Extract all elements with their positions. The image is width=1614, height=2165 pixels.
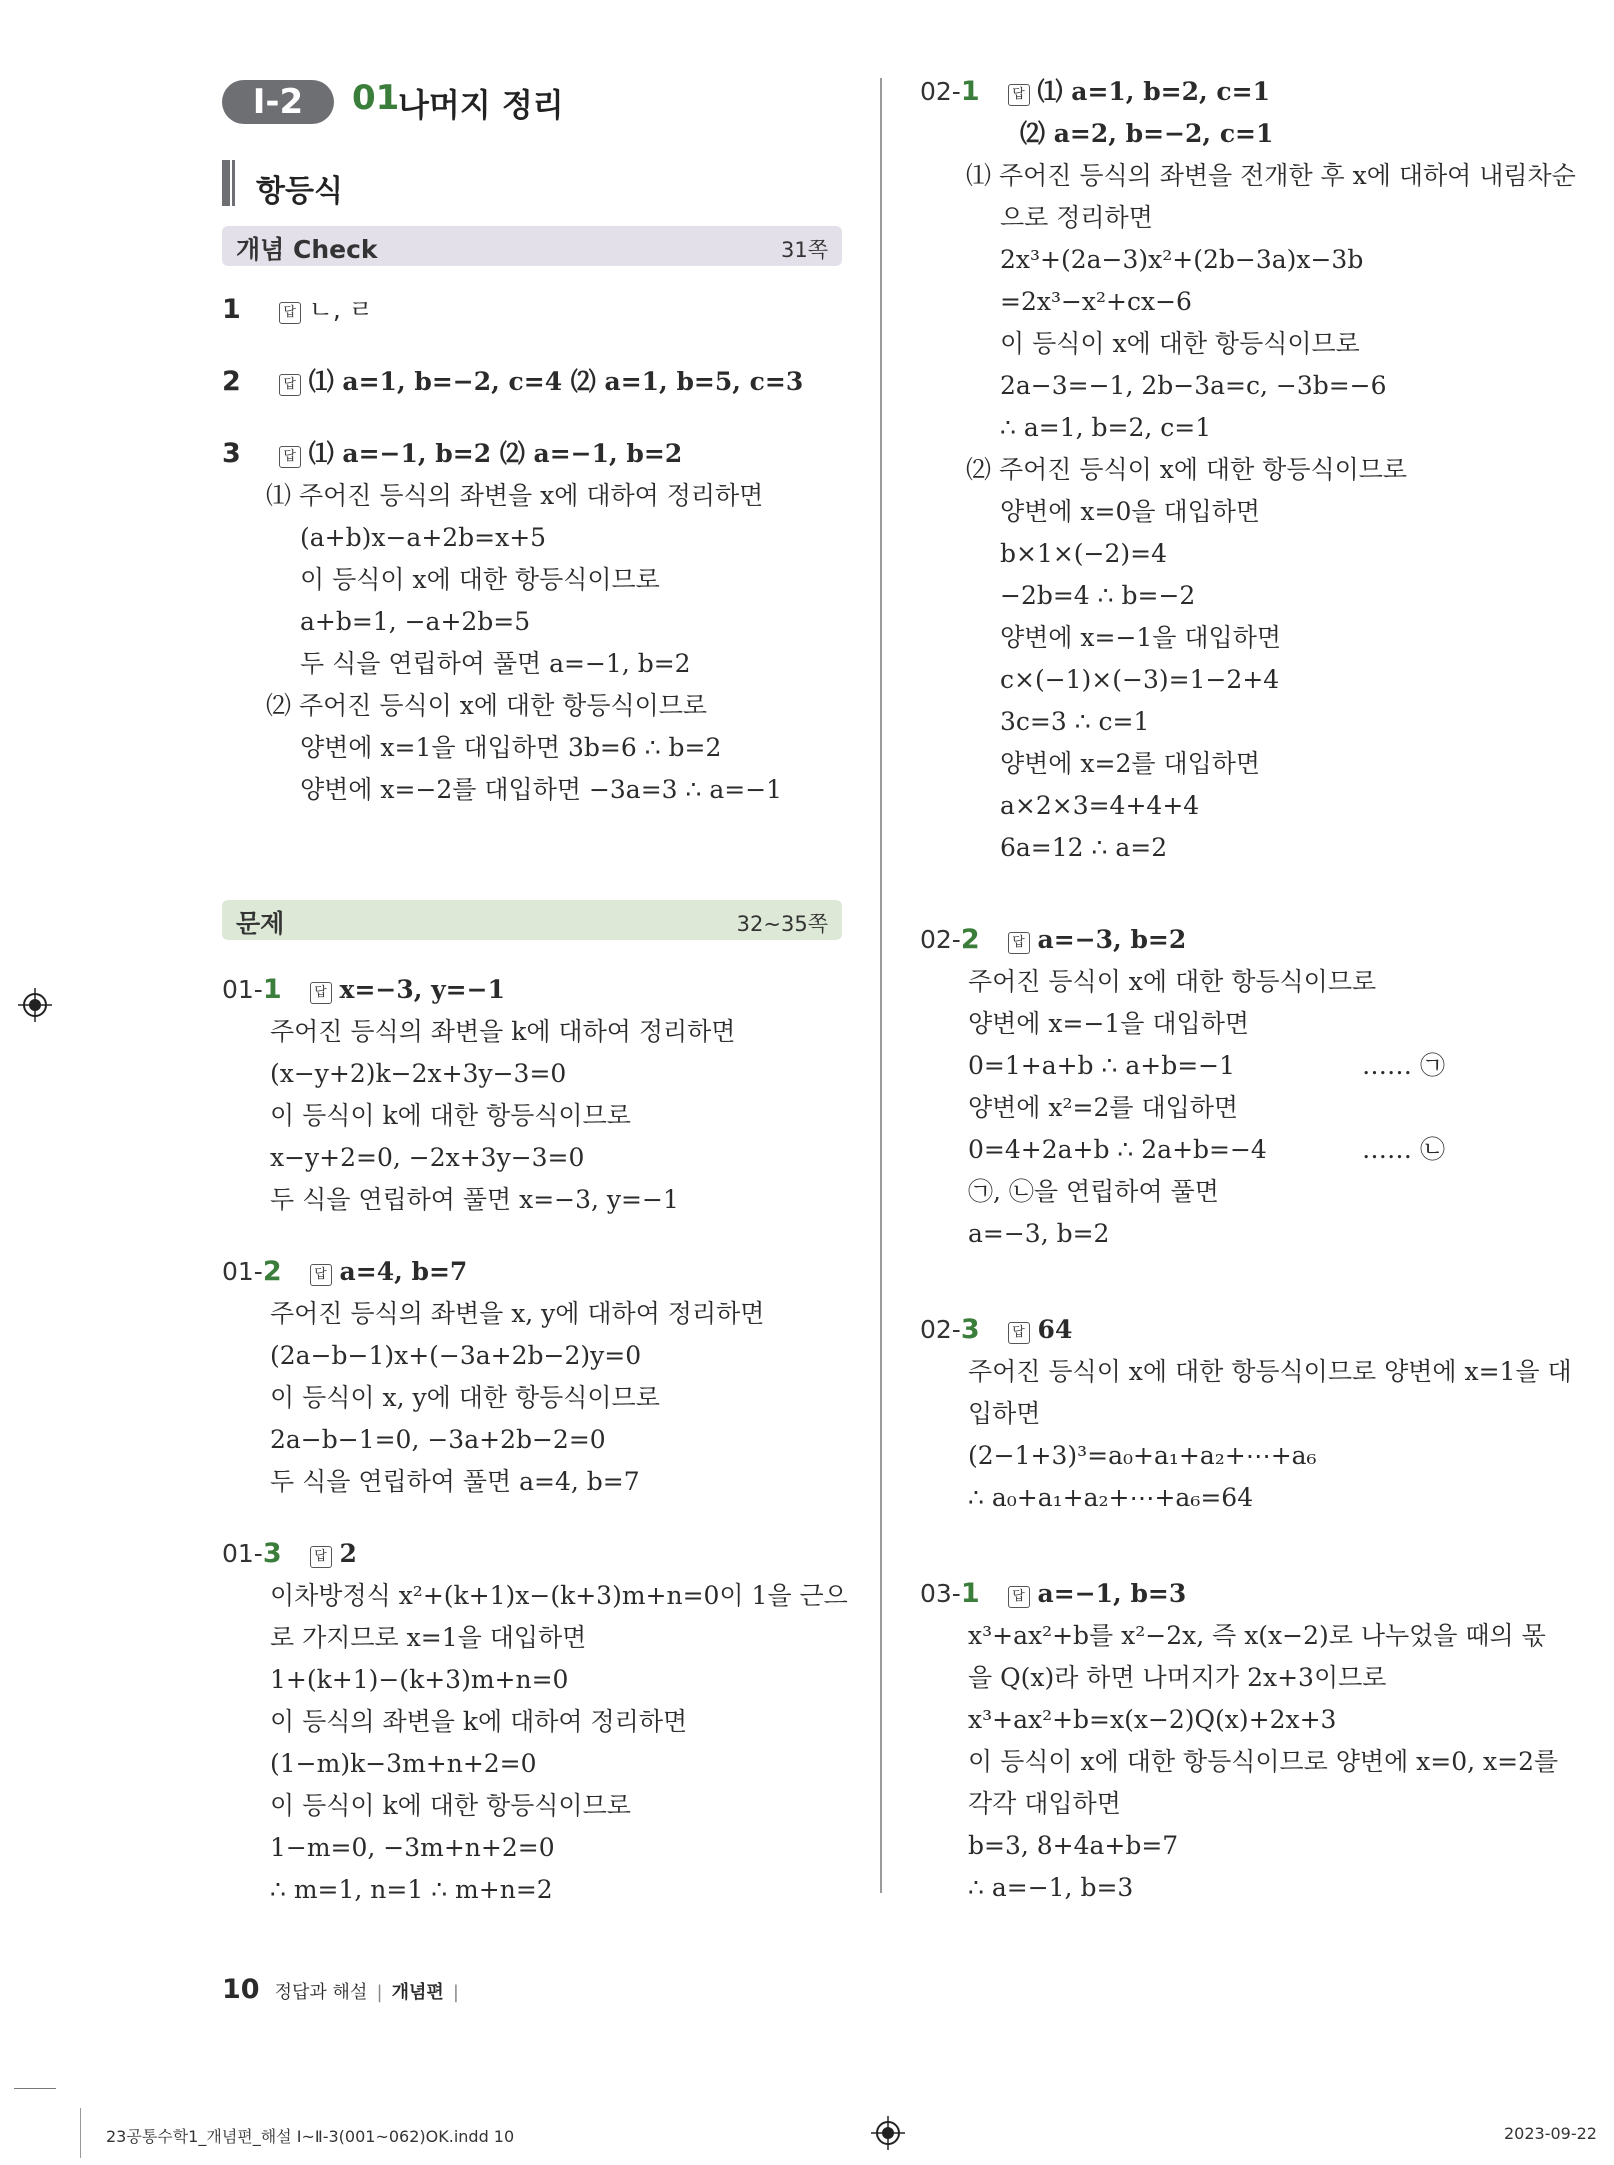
p02-3-head: 02-3 답 64 xyxy=(920,1314,1073,1345)
p02-1-line: ∴ a=1, b=2, c=1 xyxy=(1000,413,1212,442)
crop-mark xyxy=(80,2108,81,2158)
p02-1-line: =2x³−x²+cx−6 xyxy=(1000,287,1192,316)
p02-1-line: 양변에 x=2를 대입하면 xyxy=(1000,749,1261,778)
page-footer: 10 정답과 해설 | 개념편 | xyxy=(222,1974,459,2005)
chapter-number: 01 xyxy=(352,78,400,118)
p02-1-line: 6a=12 ∴ a=2 xyxy=(1000,833,1168,862)
p03-1-line: 을 Q(x)라 하면 나머지가 2x+3이므로 xyxy=(968,1663,1387,1692)
concept-check-label: 개념 Check xyxy=(236,235,378,264)
registration-mark-icon xyxy=(18,988,52,1022)
p02-2-mark1: …… ㉠ xyxy=(1362,1051,1445,1080)
section-bar-icon xyxy=(222,160,230,206)
q3-line: 두 식을 연립하여 풀면 a=−1, b=2 xyxy=(300,649,691,678)
p01-2-answer: a=4, b=7 xyxy=(339,1257,468,1286)
concept-check-page: 31쪽 xyxy=(780,238,828,262)
p02-3-line: 주어진 등식이 x에 대한 항등식이므로 양변에 x=1을 대 xyxy=(968,1357,1572,1386)
p01-3-line: 이 등식이 k에 대한 항등식이므로 xyxy=(270,1791,631,1820)
q3-number: 3 xyxy=(222,438,241,469)
p03-1-line: x³+ax²+b=x(x−2)Q(x)+2x+3 xyxy=(968,1705,1337,1734)
p02-1-line: ⑴ 주어진 등식의 좌변을 전개한 후 x에 대하여 내림차순 xyxy=(966,161,1576,190)
p03-1-line: b=3, 8+4a+b=7 xyxy=(968,1831,1179,1860)
q2-answer: ⑴ a=1, b=−2, c=4 ⑵ a=1, b=5, c=3 xyxy=(308,367,804,396)
p02-1-head: 02-1 답 ⑴ a=1, b=2, c=1 xyxy=(920,76,1270,107)
problem-page: 32∼35쪽 xyxy=(736,912,828,936)
p02-1-line: a×2×3=4+4+4 xyxy=(1000,791,1200,820)
chapter-title: 나머지 정리 xyxy=(398,86,564,124)
p01-1-line: 두 식을 연립하여 풀면 x=−3, y=−1 xyxy=(270,1185,679,1214)
answer-mark-icon: 답 xyxy=(1008,932,1030,954)
q3-line: ⑵ 주어진 등식이 x에 대한 항등식이므로 xyxy=(266,691,708,720)
q1-row xyxy=(222,294,373,326)
p01-1-head: 01-1 답 x=−3, y=−1 xyxy=(222,974,505,1005)
p01-3-line: 1−m=0, −3m+n+2=0 xyxy=(270,1833,555,1862)
q3-line: a+b=1, −a+2b=5 xyxy=(300,607,531,636)
p02-2-answer: a=−3, b=2 xyxy=(1037,925,1187,954)
p02-1-line: 으로 정리하면 xyxy=(1000,203,1153,232)
column-divider xyxy=(880,78,882,1893)
q3-line: 양변에 x=−2를 대입하면 −3a=3 ∴ a=−1 xyxy=(300,775,783,804)
q1-answer: ㄴ, ㄹ xyxy=(308,295,373,324)
p01-3-answer: 2 xyxy=(339,1539,357,1568)
q3-line: 이 등식이 x에 대한 항등식이므로 xyxy=(300,565,660,594)
p02-2-line: 양변에 x²=2를 대입하면 xyxy=(968,1093,1239,1122)
answer-mark-icon: 답 xyxy=(1008,1322,1030,1344)
p01-2-line: 2a−b−1=0, −3a+2b−2=0 xyxy=(270,1425,606,1454)
p01-2-line: (2a−b−1)x+(−3a+2b−2)y=0 xyxy=(270,1341,642,1370)
page-number: 10 xyxy=(222,1974,260,2005)
answer-mark-icon: 답 xyxy=(279,302,301,324)
p01-1-line: 주어진 등식의 좌변을 k에 대하여 정리하면 xyxy=(270,1017,736,1046)
p02-2-line: 주어진 등식이 x에 대한 항등식이므로 xyxy=(968,967,1377,996)
q2-number: 2 xyxy=(222,366,241,397)
p01-2-line: 두 식을 연립하여 풀면 a=4, b=7 xyxy=(270,1467,640,1496)
p02-3-line: 입하면 xyxy=(968,1399,1041,1428)
q3-line: ⑴ 주어진 등식의 좌변을 x에 대하여 정리하면 xyxy=(266,481,764,510)
p01-2-head: 01-2 답 a=4, b=7 xyxy=(222,1256,468,1287)
p02-1-answer: ⑴ a=1, b=2, c=1 xyxy=(1037,77,1270,106)
p02-1-line: c×(−1)×(−3)=1−2+4 xyxy=(1000,665,1280,694)
p01-1-line: 이 등식이 k에 대한 항등식이므로 xyxy=(270,1101,631,1130)
footer-bold: 개념편 xyxy=(391,1982,444,2003)
p01-2-line: 이 등식이 x, y에 대한 항등식이므로 xyxy=(270,1383,660,1412)
q1-number: 1 xyxy=(222,294,241,325)
p02-1-line: 이 등식이 x에 대한 항등식이므로 xyxy=(1000,329,1360,358)
q3-line: 양변에 x=1을 대입하면 3b=6 ∴ b=2 xyxy=(300,733,722,762)
p01-3-line: 1+(k+1)−(k+3)m+n=0 xyxy=(270,1665,569,1694)
p01-2-line: 주어진 등식의 좌변을 x, y에 대하여 정리하면 xyxy=(270,1299,765,1328)
chapter-badge: Ⅰ-2 xyxy=(222,80,334,124)
q2-row xyxy=(222,366,803,398)
p01-3-line: ∴ m=1, n=1 ∴ m+n=2 xyxy=(270,1875,553,1904)
p01-3-line: 이차방정식 x²+(k+1)x−(k+3)m+n=0이 1을 근으 xyxy=(270,1581,848,1610)
answer-mark-icon: 답 xyxy=(1008,1586,1030,1608)
p03-1-line: x³+ax²+b를 x²−2x, 즉 x(x−2)로 나누었을 때의 몫 xyxy=(968,1621,1546,1650)
q3-answer: ⑴ a=−1, b=2 ⑵ a=−1, b=2 xyxy=(308,439,683,468)
p02-2-line: 0=1+a+b ∴ a+b=−1 xyxy=(968,1051,1236,1080)
answer-mark-icon: 답 xyxy=(279,446,301,468)
p02-2-mark2: …… ㉡ xyxy=(1362,1135,1445,1164)
p02-3-line: ∴ a₀+a₁+a₂+⋯+a₆=64 xyxy=(968,1483,1254,1512)
p02-3-answer: 64 xyxy=(1037,1315,1073,1344)
p03-1-line: ∴ a=−1, b=3 xyxy=(968,1873,1134,1902)
p01-3-line: (1−m)k−3m+n+2=0 xyxy=(270,1749,537,1778)
p03-1-answer: a=−1, b=3 xyxy=(1037,1579,1187,1608)
p02-1-line: 양변에 x=0을 대입하면 xyxy=(1000,497,1261,526)
p01-1-line: x−y+2=0, −2x+3y−3=0 xyxy=(270,1143,585,1172)
answer-mark-icon: 답 xyxy=(279,374,301,396)
answer-mark-icon: 답 xyxy=(310,982,332,1004)
p02-1-line: 3c=3 ∴ c=1 xyxy=(1000,707,1150,736)
concept-check-band xyxy=(222,226,842,266)
p02-2-head: 02-2 답 a=−3, b=2 xyxy=(920,924,1187,955)
section-title: 항등식 xyxy=(256,174,343,209)
p01-3-head: 01-3 답 2 xyxy=(222,1538,357,1569)
p02-2-line: 0=4+2a+b ∴ 2a+b=−4 xyxy=(968,1135,1267,1164)
answer-mark-icon: 답 xyxy=(310,1264,332,1286)
registration-mark-icon xyxy=(871,2116,905,2150)
p02-2-line: a=−3, b=2 xyxy=(968,1219,1110,1248)
p02-1-answer2: ⑵ a=2, b=−2, c=1 xyxy=(1020,119,1274,148)
p02-1-line: b×1×(−2)=4 xyxy=(1000,539,1168,568)
p02-2-line: ㉠, ㉡을 연립하여 풀면 xyxy=(968,1177,1219,1206)
q3-line: (a+b)x−a+2b=x+5 xyxy=(300,523,547,552)
crop-mark xyxy=(14,2088,56,2089)
p03-1-head: 03-1 답 a=−1, b=3 xyxy=(920,1578,1187,1609)
slug-date: 2023-09-22 xyxy=(1504,2124,1597,2143)
p03-1-line: 각각 대입하면 xyxy=(968,1789,1121,1818)
p02-1-line: ⑵ 주어진 등식이 x에 대한 항등식이므로 xyxy=(966,455,1408,484)
p01-1-line: (x−y+2)k−2x+3y−3=0 xyxy=(270,1059,567,1088)
p02-1-line: 양변에 x=−1을 대입하면 xyxy=(1000,623,1281,652)
p03-1-line: 이 등식이 x에 대한 항등식이므로 양변에 x=0, x=2를 xyxy=(968,1747,1559,1776)
p01-3-line: 이 등식의 좌변을 k에 대하여 정리하면 xyxy=(270,1707,688,1736)
slug-file: 23공통수학1_개념편_해설 Ⅰ~Ⅱ-3(001~062)OK.indd 10 xyxy=(106,2127,515,2146)
problem-label: 문제 xyxy=(236,909,285,938)
problem-band xyxy=(222,900,842,940)
p02-3-line: (2−1+3)³=a₀+a₁+a₂+⋯+a₆ xyxy=(968,1441,1317,1470)
p02-1-line: −2b=4 ∴ b=−2 xyxy=(1000,581,1196,610)
q3-row xyxy=(222,438,682,470)
p02-2-line: 양변에 x=−1을 대입하면 xyxy=(968,1009,1249,1038)
answer-mark-icon: 답 xyxy=(310,1546,332,1568)
footer-text: 정답과 해설 xyxy=(274,1982,368,2003)
p02-1-line: 2a−3=−1, 2b−3a=c, −3b=−6 xyxy=(1000,371,1387,400)
answer-mark-icon: 답 xyxy=(1008,84,1030,106)
p01-3-line: 로 가지므로 x=1을 대입하면 xyxy=(270,1623,587,1652)
p01-1-answer: x=−3, y=−1 xyxy=(339,975,505,1004)
p02-1-line: 2x³+(2a−3)x²+(2b−3a)x−3b xyxy=(1000,245,1364,274)
section-bar-thin xyxy=(232,160,235,206)
